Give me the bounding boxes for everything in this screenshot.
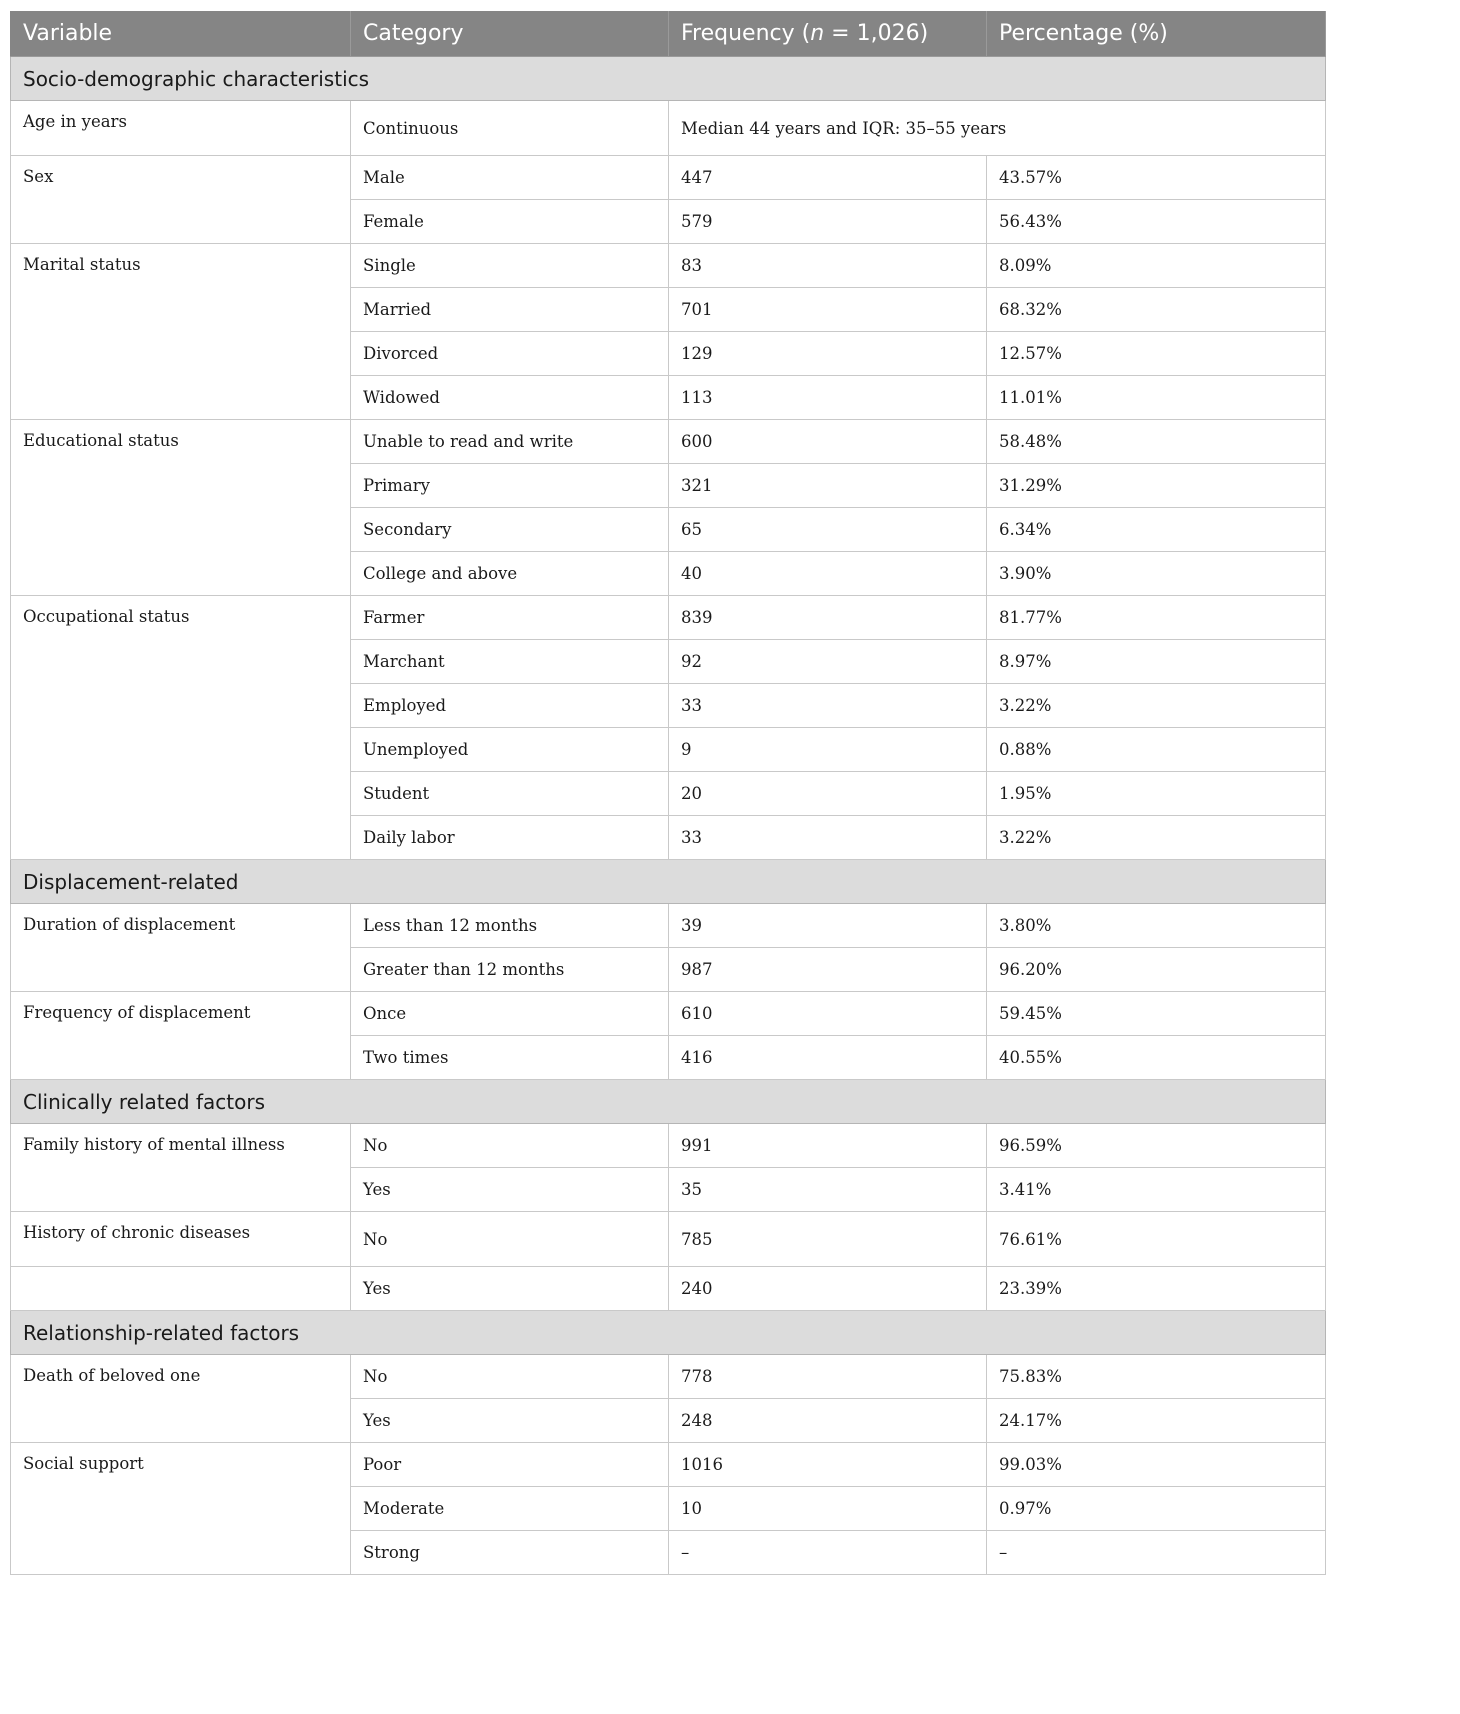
percentage-cell: 24.17%: [987, 1399, 1326, 1443]
header-frequency-prefix: Frequency (: [681, 21, 811, 46]
section-row: [11, 1311, 1326, 1355]
frequency-cell: 579: [669, 200, 987, 244]
category-cell: No: [351, 1212, 669, 1267]
category-cell: Unemployed: [351, 728, 669, 772]
category-cell: Employed: [351, 684, 669, 728]
frequency-cell: 240: [669, 1267, 987, 1311]
category-cell: Poor: [351, 1443, 669, 1487]
category-cell: Once: [351, 992, 669, 1036]
category-cell: No: [351, 1355, 669, 1399]
category-cell: Continuous: [351, 101, 669, 156]
category-cell: Male: [351, 156, 669, 200]
percentage-cell: 8.97%: [987, 640, 1326, 684]
table-row: [11, 244, 1326, 288]
frequency-cell: 416: [669, 1036, 987, 1080]
table-row: [11, 101, 1326, 156]
frequency-cell: 35: [669, 1168, 987, 1212]
percentage-cell: 81.77%: [987, 596, 1326, 640]
frequency-cell: 83: [669, 244, 987, 288]
category-cell: Moderate: [351, 1487, 669, 1531]
variable-cell: Social support: [11, 1443, 351, 1575]
category-cell: Greater than 12 months: [351, 948, 669, 992]
percentage-cell: 1.95%: [987, 772, 1326, 816]
category-cell: Daily labor: [351, 816, 669, 860]
frequency-cell: 113: [669, 376, 987, 420]
frequency-cell: 9: [669, 728, 987, 772]
percentage-cell: 6.34%: [987, 508, 1326, 552]
frequency-cell: 839: [669, 596, 987, 640]
table-row: [11, 992, 1326, 1036]
category-cell: Primary: [351, 464, 669, 508]
percentage-cell: 58.48%: [987, 420, 1326, 464]
variable-cell: Educational status: [11, 420, 351, 596]
variable-cell: Frequency of displacement: [11, 992, 351, 1080]
percentage-cell: 68.32%: [987, 288, 1326, 332]
table-row: [11, 1355, 1326, 1399]
percentage-cell: 43.57%: [987, 156, 1326, 200]
frequency-cell: 321: [669, 464, 987, 508]
table-row: [11, 1267, 1326, 1311]
frequency-cell: 987: [669, 948, 987, 992]
header-frequency-n: n: [810, 21, 825, 46]
frequency-cell: 600: [669, 420, 987, 464]
empty-variable-cell: [11, 1267, 351, 1311]
category-cell: Divorced: [351, 332, 669, 376]
frequency-cell: –: [669, 1531, 987, 1575]
category-cell: Marchant: [351, 640, 669, 684]
variable-cell: Marital status: [11, 244, 351, 420]
percentage-cell: 3.41%: [987, 1168, 1326, 1212]
percentage-cell: 11.01%: [987, 376, 1326, 420]
frequency-cell: 20: [669, 772, 987, 816]
section-clinical: Clinically related factors: [11, 1080, 1326, 1124]
frequency-cell: 33: [669, 684, 987, 728]
header-variable: Variable: [11, 11, 351, 57]
frequency-cell: 248: [669, 1399, 987, 1443]
category-cell: Two times: [351, 1036, 669, 1080]
table-row: [11, 156, 1326, 200]
category-cell: Yes: [351, 1267, 669, 1311]
frequency-cell: 785: [669, 1212, 987, 1267]
percentage-cell: 0.88%: [987, 728, 1326, 772]
category-cell: Yes: [351, 1168, 669, 1212]
section-socio-demographic: Socio-demographic characteristics: [11, 57, 1326, 101]
variable-cell: Sex: [11, 156, 351, 244]
percentage-cell: 12.57%: [987, 332, 1326, 376]
variable-cell: Duration of displacement: [11, 904, 351, 992]
category-cell: Unable to read and write: [351, 420, 669, 464]
variable-cell: Death of beloved one: [11, 1355, 351, 1443]
category-cell: Strong: [351, 1531, 669, 1575]
percentage-cell: 40.55%: [987, 1036, 1326, 1080]
category-cell: Yes: [351, 1399, 669, 1443]
section-row: [11, 1080, 1326, 1124]
frequency-cell: 39: [669, 904, 987, 948]
percentage-cell: 96.59%: [987, 1124, 1326, 1168]
category-cell: Female: [351, 200, 669, 244]
variable-cell: Family history of mental illness: [11, 1124, 351, 1212]
data-table-container: [10, 11, 1325, 1575]
percentage-cell: 3.90%: [987, 552, 1326, 596]
table-row: [11, 420, 1326, 464]
percentage-cell: 76.61%: [987, 1212, 1326, 1267]
section-row: [11, 860, 1326, 904]
header-category: Category: [351, 11, 669, 57]
frequency-cell: 65: [669, 508, 987, 552]
category-cell: Married: [351, 288, 669, 332]
percentage-cell: 59.45%: [987, 992, 1326, 1036]
category-cell: Single: [351, 244, 669, 288]
category-cell: Widowed: [351, 376, 669, 420]
table-row: [11, 1443, 1326, 1487]
percentage-cell: 75.83%: [987, 1355, 1326, 1399]
frequency-cell: 1016: [669, 1443, 987, 1487]
summary-cell: Median 44 years and IQR: 35–55 years: [669, 101, 1326, 156]
percentage-cell: 3.80%: [987, 904, 1326, 948]
frequency-cell: 129: [669, 332, 987, 376]
percentage-cell: 56.43%: [987, 200, 1326, 244]
percentage-cell: 96.20%: [987, 948, 1326, 992]
category-cell: Student: [351, 772, 669, 816]
percentage-cell: 31.29%: [987, 464, 1326, 508]
frequency-cell: 447: [669, 156, 987, 200]
variable-cell: Occupational status: [11, 596, 351, 860]
section-row: [11, 57, 1326, 101]
frequency-cell: 40: [669, 552, 987, 596]
frequency-cell: 778: [669, 1355, 987, 1399]
category-cell: College and above: [351, 552, 669, 596]
frequency-cell: 33: [669, 816, 987, 860]
percentage-cell: 99.03%: [987, 1443, 1326, 1487]
header-row: [11, 11, 1326, 57]
frequency-table: [10, 11, 1326, 1575]
percentage-cell: 8.09%: [987, 244, 1326, 288]
section-relationship: Relationship-related factors: [11, 1311, 1326, 1355]
header-frequency-suffix: = 1,026): [824, 21, 929, 46]
section-displacement: Displacement-related: [11, 860, 1326, 904]
category-cell: Less than 12 months: [351, 904, 669, 948]
frequency-cell: 991: [669, 1124, 987, 1168]
frequency-cell: 610: [669, 992, 987, 1036]
percentage-cell: 0.97%: [987, 1487, 1326, 1531]
category-cell: Secondary: [351, 508, 669, 552]
percentage-cell: 3.22%: [987, 816, 1326, 860]
header-percentage: Percentage (%): [987, 11, 1326, 57]
frequency-cell: 701: [669, 288, 987, 332]
frequency-cell: 10: [669, 1487, 987, 1531]
frequency-cell: 92: [669, 640, 987, 684]
category-cell: No: [351, 1124, 669, 1168]
table-row: [11, 1124, 1326, 1168]
percentage-cell: 3.22%: [987, 684, 1326, 728]
category-cell: Farmer: [351, 596, 669, 640]
table-row: [11, 1212, 1326, 1267]
variable-cell: History of chronic diseases: [11, 1212, 351, 1267]
percentage-cell: –: [987, 1531, 1326, 1575]
variable-cell: Age in years: [11, 101, 351, 156]
header-frequency: [669, 11, 987, 57]
percentage-cell: 23.39%: [987, 1267, 1326, 1311]
table-row: [11, 904, 1326, 948]
table-row: [11, 596, 1326, 640]
